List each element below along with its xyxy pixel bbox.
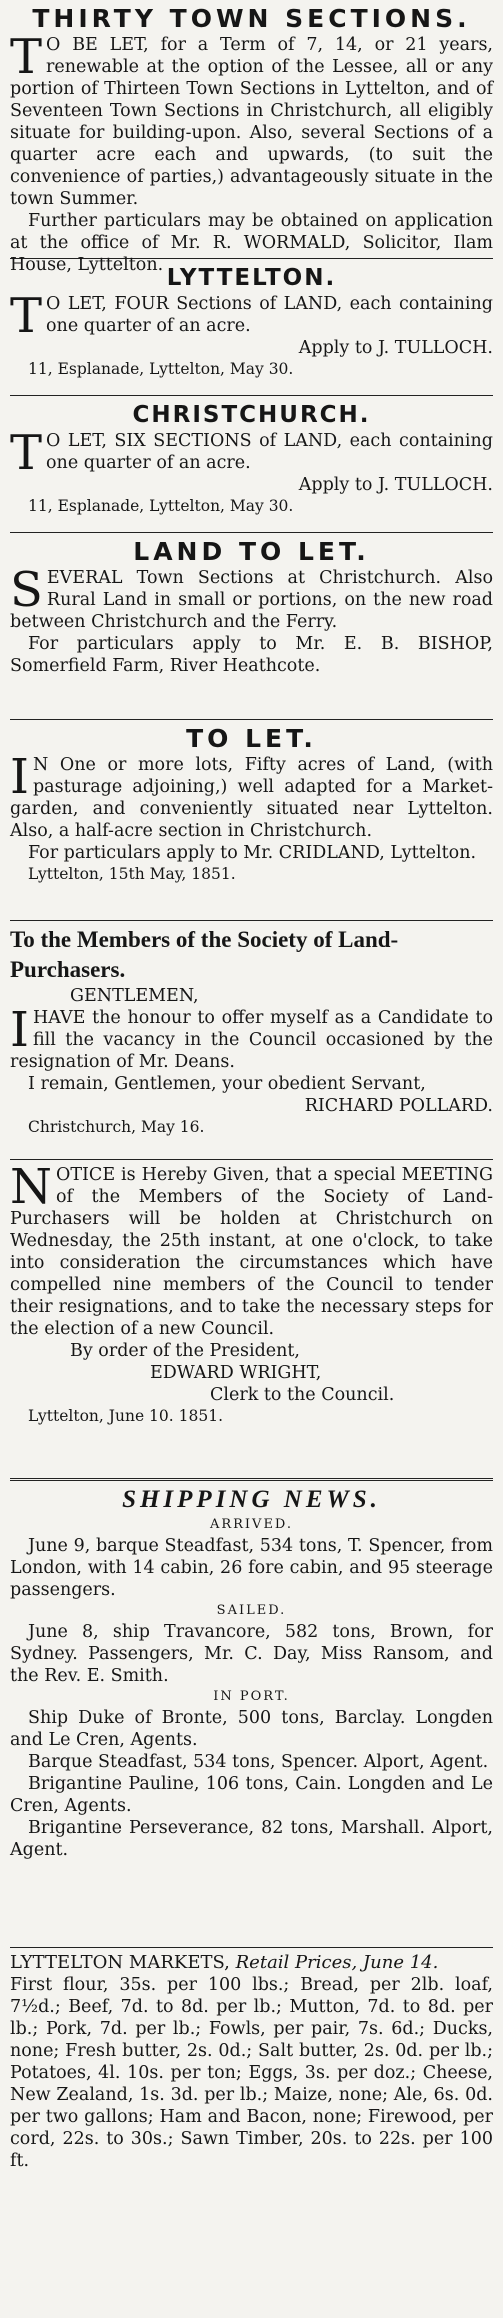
arrived-text: June 9, barque Steadfast, 534 tons, T. Spencer, from London, with 14 cabin, 26 fore cabin, and 95 steerage passengers. xyxy=(10,1536,493,1600)
ad-role: Clerk to the Council. xyxy=(210,1385,395,1405)
ad-body: OTICE is Hereby Given, that a special MEETING of the Members of the Society of Land-Purchasers will be holden at Christchurch on Wednesday, the 25th instant, at one o'clock, to take into consideration the circumstances which have compelled nine members of the Council to tender their resignations, and to take the necessary steps for the election of a new Council. xyxy=(10,1165,493,1339)
lyttelton-markets xyxy=(10,1948,493,2256)
drop-cap: I xyxy=(10,1002,29,1058)
markets-subheading: Retail Prices, June 14. xyxy=(235,1952,439,1973)
ad-apply: Apply to J. TULLOCH. xyxy=(298,475,493,495)
markets-heading: LYTTELTON MARKETS, xyxy=(10,1952,230,1973)
drop-cap: T xyxy=(10,425,43,481)
ad-date: 11, Esplanade, Lyttelton, May 30. xyxy=(28,360,294,378)
arrived-label: ARRIVED. xyxy=(209,1517,294,1532)
ad-order: By order of the President, xyxy=(70,1341,300,1361)
ad-heading: LYTTELTON. xyxy=(166,265,337,291)
ad-body: HAVE the honour to offer myself as a Candidate to fill the vacancy in the Council occasioned by the resignation of Mr. Deans. xyxy=(10,1008,493,1072)
ad-lyttelton xyxy=(10,259,493,395)
ad-signature: RICHARD POLLARD. xyxy=(304,1096,493,1116)
ad-body: O LET, FOUR Sections of LAND, each containing one quarter of an acre. xyxy=(46,294,493,336)
ad-body: O BE LET, for a Term of 7, 14, or 21 years, renewable at the option of the Lessee, all or any portion of Thirteen Town Sections in Lyttelton, and of Seventeen Town Sections in Christchurch, all eligibly situate for building-upon. Also, several Sections of a quarter acre each and upwards, (to suit the convenience of parties,) advantageously situate in the town Summer. xyxy=(10,35,493,209)
inport-item: Brigantine Perseverance, 82 tons, Marshall. Alport, Agent. xyxy=(10,1818,493,1860)
drop-cap: S xyxy=(10,562,43,618)
ad-date: Christchurch, May 16. xyxy=(28,1118,205,1136)
inport-item: Barque Steadfast, 534 tons, Spencer. Alport, Agent. xyxy=(28,1752,489,1772)
ad-apply: Apply to J. TULLOCH. xyxy=(298,338,493,358)
ad-signer: EDWARD WRIGHT, xyxy=(150,1363,322,1383)
ad-date: Lyttelton, June 10. 1851. xyxy=(28,1407,223,1425)
inport-item: Brigantine Pauline, 106 tons, Cain. Longden and Le Cren, Agents. xyxy=(10,1774,493,1816)
drop-cap: T xyxy=(10,29,43,85)
ad-apply: For particulars apply to Mr. CRIDLAND, Lyttelton. xyxy=(28,843,477,863)
markets-body: First flour, 35s. per 100 lbs.; Bread, per 2lb. loaf, 7½d.; Beef, 7d. to 8d. per lb.; Mutton, 7d. to 8d. per lb.; Pork, 7d. per lb.; Fowls, per pair, 7s. 6d.; Ducks, none; Fresh butter, 2s. 0d.; Salt butter, 2s. 0d. per lb.; Potatoes, 4l. 10s. per ton; Eggs, 3s. per doz.; Cheese, New Zealand, 1s. 3d. per lb.; Maize, none; Ale, 6s. 0d. per two gallons; Ham and Bacon, none; Firewood, per cord, 22s. to 30s.; Sawn Timber, 20s. to 22s. per 100 ft. xyxy=(10,1975,493,2171)
drop-cap: N xyxy=(10,1159,52,1215)
ad-members-society xyxy=(10,921,493,1159)
ad-body: O LET, SIX SECTIONS of LAND, each containing one quarter of an acre. xyxy=(46,431,493,473)
ad-notice xyxy=(10,1160,493,1478)
ad-thirty-town-sections xyxy=(10,0,493,275)
ad-remain: I remain, Gentlemen, your obedient Servant, xyxy=(28,1074,426,1094)
inport-label: IN PORT. xyxy=(213,1689,290,1704)
ad-apply: For particulars apply to Mr. E. B. BISHOP, Somerfield Farm, River Heathcote. xyxy=(10,634,493,676)
ad-body: EVERAL Town Sections at Christchurch. Also Rural Land in small or portions, on the new road between Christchurch and the Ferry. xyxy=(10,568,493,632)
ad-to-let xyxy=(10,720,493,920)
drop-cap: T xyxy=(10,288,43,344)
shipping-news xyxy=(10,1481,493,1947)
ad-land-to-let xyxy=(10,533,493,719)
sailed-label: SAILED. xyxy=(216,1603,287,1618)
ad-body: N One or more lots, Fifty acres of Land, (with pasturage adjoining,) well adapted for a Market-garden, and conveniently situated near Lyttelton. Also, a half-acre section in Christchurch. xyxy=(10,755,493,841)
ad-further: Further particulars may be obtained on application at the office of Mr. R. WORMALD, Solicitor, Ilam House, Lyttelton. xyxy=(10,211,493,275)
ad-date: 11, Esplanade, Lyttelton, May 30. xyxy=(28,497,294,515)
inport-item: Ship Duke of Bronte, 500 tons, Barclay. Longden and Le Cren, Agents. xyxy=(10,1708,493,1750)
section-heading: SHIPPING NEWS. xyxy=(122,1486,381,1513)
drop-cap: I xyxy=(10,749,29,805)
ad-salutation: GENTLEMEN, xyxy=(70,986,199,1006)
ad-heading: CHRISTCHURCH. xyxy=(132,402,371,428)
ad-christchurch xyxy=(10,396,493,532)
ad-heading: THIRTY TOWN SECTIONS. xyxy=(32,4,471,33)
ad-date: Lyttelton, 15th May, 1851. xyxy=(28,865,236,883)
sailed-text: June 8, ship Travancore, 582 tons, Brown, for Sydney. Passengers, Mr. C. Day, Miss Ransom, and the Rev. E. Smith. xyxy=(10,1622,493,1686)
ad-heading: TO LET. xyxy=(186,724,317,753)
ad-heading: To the Members of the Society of Land-Purchasers. xyxy=(10,927,399,982)
ad-heading: LAND TO LET. xyxy=(133,537,370,566)
